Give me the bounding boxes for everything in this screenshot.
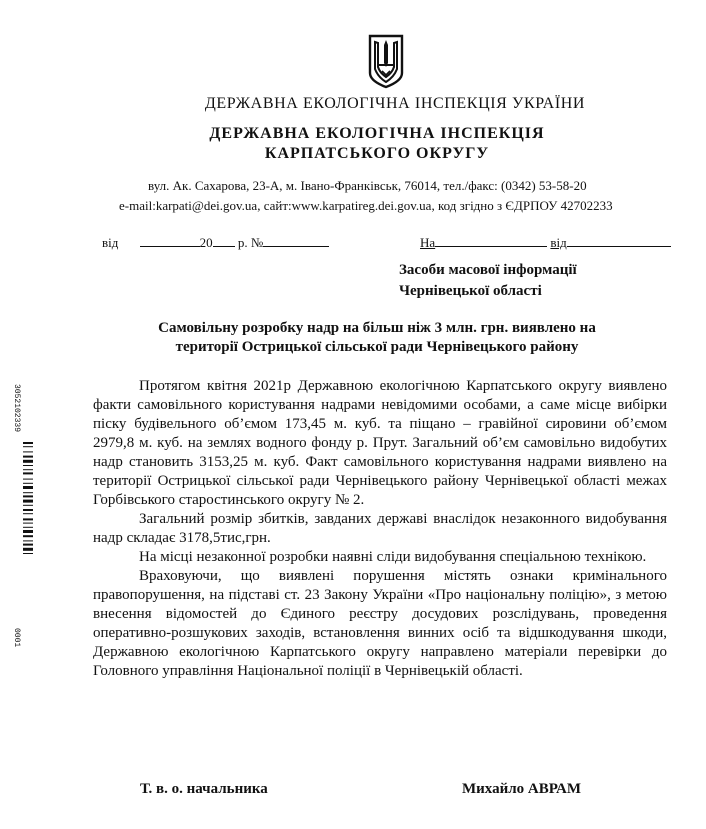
barcode-bar <box>23 460 33 463</box>
year-blank <box>213 234 235 247</box>
barcode-bar <box>23 513 33 514</box>
barcode-bar <box>23 535 33 537</box>
body-paragraph-1: Протягом квітня 2021р Державною екологічною Карпатського округу виявлено факти самовільного користування надрами невідомими особами, а саме місце вибірки піску будівельного об’ємом 173,45 м. куб. та піщано – гравійної сировини об’ємом 2979,8 м. куб. на землях водного фонду р. Прут. Загальний об’єм самовільно видобутих надр становить 3153,25 м. куб. Факт самовільного користування надрами виявлено на території Острицької сільської ради Чернівецького району Чернівецької області межах Горбівського старостинського округу № 2. <box>93 378 667 508</box>
ukraine-trident-icon <box>366 33 406 89</box>
barcode-bar <box>23 492 33 493</box>
recipient-block <box>399 260 577 302</box>
headline-line2: території Острицької сільської ради Чернівецького району <box>175 339 579 355</box>
number-blank <box>263 234 329 247</box>
number-label: р. № <box>237 235 264 250</box>
barcode <box>12 380 34 655</box>
barcode-bar <box>23 451 33 452</box>
signatory-name: Михайло АВРАМ <box>462 781 581 797</box>
barcode-bar <box>23 500 33 503</box>
barcode-bar <box>23 479 33 480</box>
to-number-blank <box>435 234 547 247</box>
to-date-blank <box>567 234 671 247</box>
barcode-bar <box>23 553 33 554</box>
barcode-bar <box>23 446 33 447</box>
recipient-line1: Засоби масової інформації <box>399 262 577 278</box>
barcode-bar <box>23 548 33 551</box>
barcode-bar <box>23 518 33 520</box>
incoming-reference <box>420 234 671 251</box>
address-line: вул. Ак. Сахарова, 23-А, м. Івано-Франківськ, 76014, тел./факс: (0342) 53-58-20 <box>148 178 587 193</box>
headline-line1: Самовільну розробку надр на більш ніж 3 млн. грн. виявлено на <box>158 320 596 336</box>
outgoing-reference <box>102 234 329 251</box>
barcode-bar <box>23 544 33 546</box>
barcode-bar <box>23 442 33 444</box>
date-blank <box>140 234 200 247</box>
agency-name: ДЕРЖАВНА ЕКОЛОГІЧНА ІНСПЕКЦІЯ УКРАЇНИ <box>204 95 586 112</box>
barcode-bar <box>23 456 33 458</box>
barcode-bar <box>23 465 33 466</box>
body-paragraph-3: На місці незаконної розробки наявні сліди видобування спеціальною технікою. <box>139 549 647 565</box>
from-label: від <box>102 235 119 250</box>
barcode-bars <box>23 442 33 554</box>
barcode-bottom-text: 0001 <box>12 628 21 648</box>
contacts-line: e-mail:karpati@dei.gov.ua, сайт:www.karpatireg.dei.gov.ua, код згідно з ЄДРПОУ 42702233 <box>119 198 613 213</box>
barcode-bar <box>23 530 33 533</box>
barcode-bar <box>23 527 33 528</box>
signatory-title: Т. в. о. начальника <box>140 781 268 797</box>
barcode-bar <box>23 509 33 511</box>
barcode-bar <box>23 472 33 474</box>
barcode-bar <box>23 483 33 484</box>
department-name-line1: ДЕРЖАВНА ЕКОЛОГІЧНА ІНСПЕКЦІЯ <box>209 125 545 142</box>
barcode-bar <box>23 469 33 470</box>
barcode-bar <box>23 486 33 489</box>
recipient-line2: Чернівецької області <box>399 283 542 299</box>
body-text <box>93 377 667 681</box>
barcode-bar <box>23 495 33 497</box>
barcode-bar <box>23 523 33 524</box>
body-paragraph-4: Враховуючи, що виявлені порушення містять ознаки кримінального правопорушення, на підставі ст. 23 Закону України «Про національну поліцію», з метою внесення відомостей до Єдиного реєстру досудових розслідувань, проведення оперативно-розшукових заходів, встановлення винних осіб та відшкодування шкоди, Державною екологічною Карпатського округу направлено матеріали перевірки до Головного управління Національної поліції в Чернівецькій області. <box>93 568 667 679</box>
body-paragraph-2: Загальний розмір збитків, завданих державі внаслідок незаконного видобування надр складає 3178,5тис,грн. <box>93 511 667 546</box>
department-name-line2: КАРПАТСЬКОГО ОКРУГУ <box>264 145 490 162</box>
department-name <box>24 124 706 164</box>
to-label: На <box>420 235 436 250</box>
barcode-top-text: 3052102339 <box>12 384 21 433</box>
barcode-bar <box>23 505 33 506</box>
barcode-bar <box>23 540 33 541</box>
year-label: 20 <box>199 235 213 250</box>
headline <box>24 319 706 357</box>
to-from-label: від <box>550 235 567 250</box>
